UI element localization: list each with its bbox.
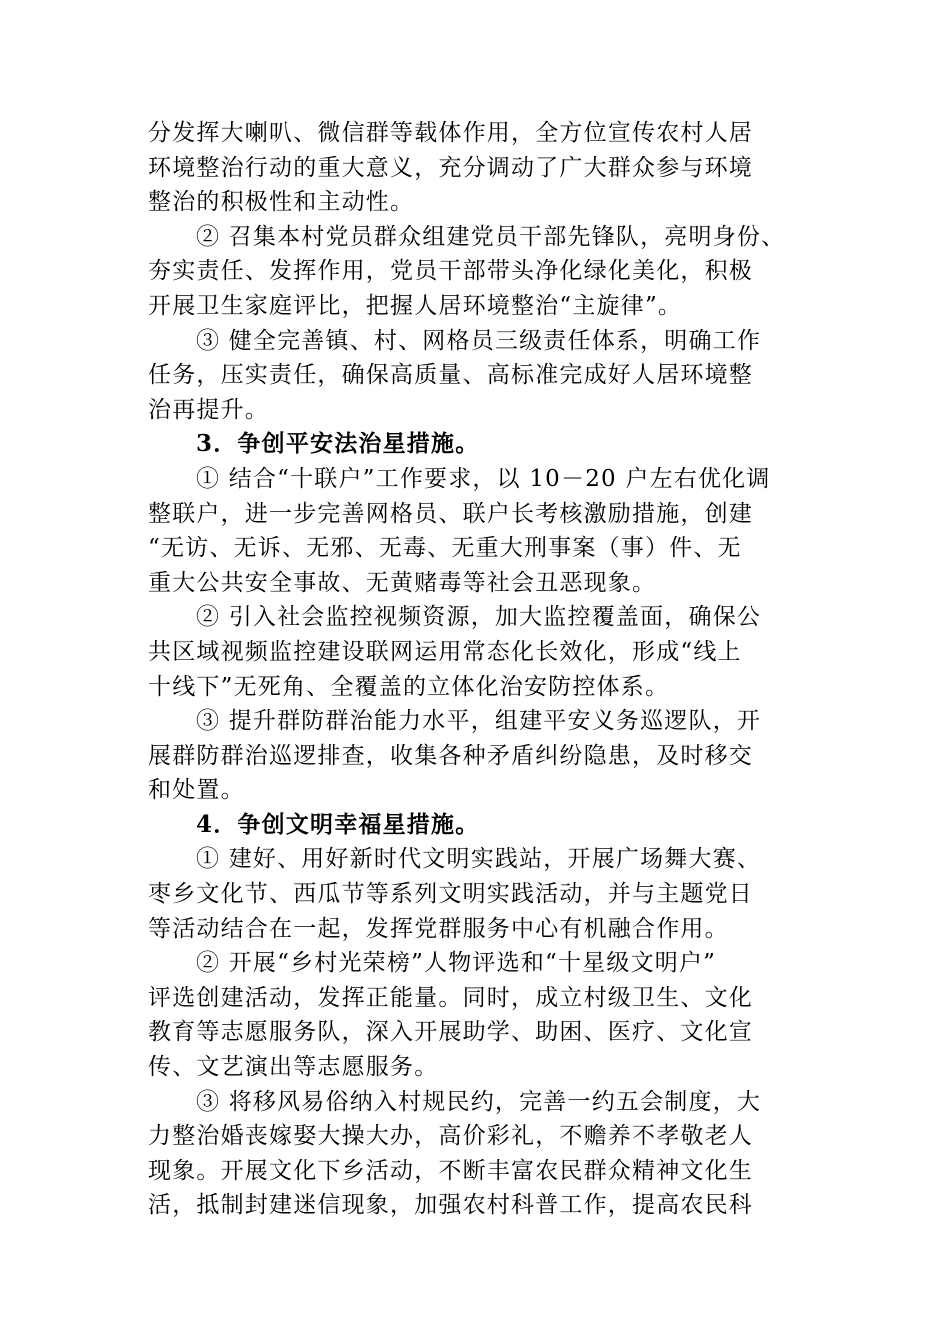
text-line: 治再提升。 — [148, 396, 269, 423]
text-line: 现象。开展文化下乡活动，不断丰富农民群众精神文化生 — [148, 1157, 753, 1184]
text-line: 整治的积极性和主动性。 — [148, 189, 415, 216]
text-line: 共区域视频监控建设联网运用常态化长效化，形成“线上 — [148, 638, 742, 665]
text-line: 评选创建活动，发挥正能量。同时，成立村级卫生、文化 — [148, 984, 753, 1011]
text-line: ② 召集本村党员群众组建党员干部先锋队，亮明身份、 — [196, 223, 786, 250]
text-line: 开展卫生家庭评比，把握人居环境整治“主旋律”。 — [148, 292, 683, 319]
document-body — [148, 116, 810, 1223]
text-line: ① 结合“十联户”工作要求，以 10－20 户左右优化调 — [196, 465, 771, 492]
section-heading: 3．争创平安法治星措施。 — [196, 430, 480, 458]
text-line: ① 建好、用好新时代文明实践站，开展广场舞大赛、 — [196, 846, 762, 873]
text-line: 展群防群治巡逻排查，收集各种矛盾纠纷隐患，及时移交 — [148, 742, 753, 769]
text-line: 任务，压实责任，确保高质量、高标准完成好人居环境整 — [148, 362, 753, 389]
text-line: 夯实责任、发挥作用，党员干部带头净化绿化美化，积极 — [148, 258, 753, 285]
text-line: 分发挥大喇叭、微信群等载体作用，全方位宣传农村人居 — [148, 120, 753, 146]
text-line: ③ 提升群防群治能力水平，组建平安义务巡逻队，开 — [196, 708, 762, 735]
text-line: 环境整治行动的重大意义，充分调动了广大群众参与环境 — [148, 154, 753, 181]
text-line: ③ 将移风易俗纳入村规民约，完善一约五会制度，大 — [196, 1088, 762, 1115]
text-line: 十线下”无死角、全覆盖的立体化治安防控体系。 — [148, 673, 670, 700]
text-line: 重大公共安全事故、无黄赌毒等社会丑恶现象。 — [148, 569, 657, 596]
text-line: 等活动结合在一起，发挥党群服务中心有机融合作用。 — [148, 915, 729, 942]
text-line: 传、文艺演出等志愿服务。 — [148, 1054, 439, 1081]
text-line: 枣乡文化节、西瓜节等系列文明实践活动，并与主题党日 — [148, 881, 753, 908]
text-line: “无访、无诉、无邪、无毒、无重大刑事案（事）件、无 — [148, 535, 742, 562]
text-line: ③ 健全完善镇、村、网格员三级责任体系，明确工作 — [196, 327, 762, 354]
text-line: ② 开展“乡村光荣榜”人物评选和“十星级文明户” — [196, 950, 717, 977]
text-line: 整联户，进一步完善网格员、联户长考核激励措施，创建 — [148, 500, 753, 527]
section-heading: 4．争创文明幸福星措施。 — [196, 810, 480, 838]
text-line: 力整治婚丧嫁娶大操大办，高价彩礼，不赡养不孝敬老人 — [148, 1123, 753, 1150]
text-line: 活，抵制封建迷信现象，加强农村科普工作，提高农民科 — [148, 1192, 753, 1219]
text-line: 教育等志愿服务队，深入开展助学、助困、医疗、文化宣 — [148, 1019, 753, 1046]
text-line: 和处置。 — [148, 777, 245, 804]
text-line: ② 引入社会监控视频资源，加大监控覆盖面，确保公 — [196, 604, 762, 631]
